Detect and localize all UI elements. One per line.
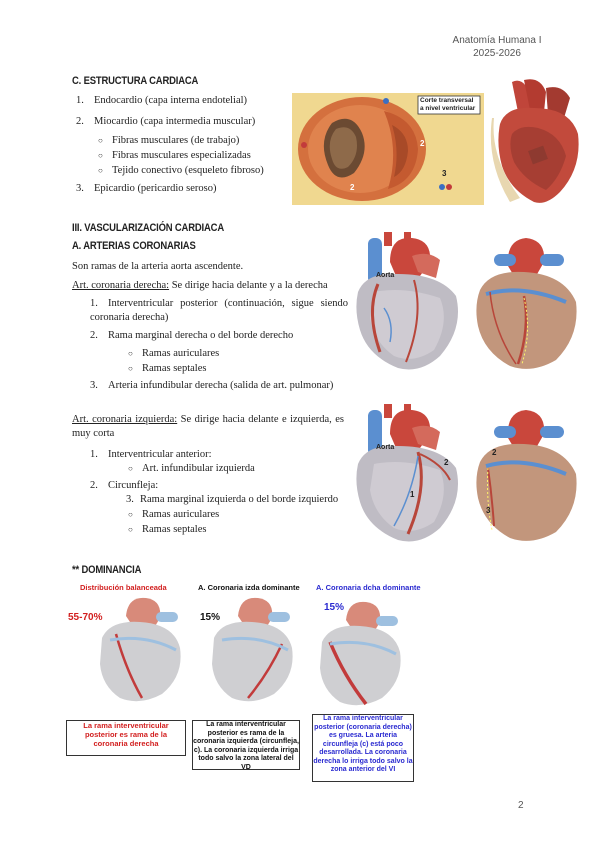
list-item: 1. Interventricular posterior (continuación, sigue siendo coronaria derecha): [90, 298, 348, 323]
list-item: 1. Interventricular anterior:: [90, 449, 212, 460]
panel-title: A. Coronaria izda dominante: [198, 583, 300, 592]
list-subitem: ○ Tejido conectivo (esqueleto fibroso): [98, 165, 264, 176]
figure-mark: 3: [442, 169, 447, 178]
panel-caption: La rama interventricular posterior (coronaria derecha) es gruesa. La arteria circunfleja (c) está poco desarrollada. La coronaria derecha lo irriga todo salvo la zona anterior del VI: [312, 714, 414, 782]
list-item: 2. Miocardio (capa intermedia muscular): [76, 116, 256, 127]
panel-caption: La rama interventricular posterior es rama de la coronaria derecha: [66, 720, 186, 756]
subsection-a-title: A. ARTERIAS CORONARIAS: [72, 240, 196, 252]
list-item: 3. Epicardio (pericardio seroso): [76, 183, 217, 194]
left-coronary-heading: Art. coronaria izquierda: Se dirige hacia delante e izquierda, es muy corta: [72, 414, 344, 439]
panel-percentage: 15%: [324, 602, 345, 613]
aorta-label: Aorta: [376, 272, 395, 279]
page-number: 2: [518, 800, 524, 811]
list-subitem: ○ Ramas septales: [128, 524, 207, 535]
dominance-panel-right-dominant: [306, 580, 424, 790]
right-coronary-anterior-figure: [354, 232, 464, 374]
header-year: 2025-2026: [473, 48, 521, 59]
running-header: [432, 34, 562, 60]
section-c-title: C. ESTRUCTURA CARDIACA: [72, 75, 199, 87]
heart-exterior-figure: [490, 78, 582, 208]
figure-mark: 3: [486, 506, 491, 515]
panel-title: Distribución balanceada: [80, 583, 167, 592]
intro-text: Son ramas de la arteria aorta ascendente.: [72, 261, 244, 272]
list-item: 3. Arteria infundibular derecha (salida de art. pulmonar): [90, 380, 334, 391]
list-subitem: ○ Fibras musculares (de trabajo): [98, 135, 240, 146]
list-subitem: ○ Ramas septales: [128, 363, 207, 374]
right-coronary-heading: Art. coronaria derecha: Se dirige hacia delante y a la derecha: [72, 280, 328, 291]
dominance-title: ** DOMINANCIA: [72, 564, 142, 576]
list-subitem: ○ Fibras musculares especializadas: [98, 150, 251, 161]
section-iii-title: III. VASCULARIZACIÓN CARDIACA: [72, 222, 224, 234]
right-coronary-posterior-figure: [470, 232, 582, 374]
list-subitem: ○ Ramas auriculares: [128, 348, 220, 359]
figure-mark: 2: [492, 448, 497, 457]
dominance-panel-balanced: [66, 580, 184, 760]
figure-mark: 2: [350, 183, 355, 192]
list-subitem: ○ Art. infundibular izquierda: [128, 463, 255, 474]
list-subitem: ○ Ramas auriculares: [128, 509, 220, 520]
ventricular-cross-section-figure: [292, 93, 484, 205]
left-coronary-anterior-figure: [354, 404, 464, 546]
dominance-panel-left-dominant: [186, 580, 304, 780]
figure-label: Corte transversal a nivel ventricular: [420, 97, 476, 112]
left-coronary-posterior-figure: [470, 404, 582, 546]
header-course: Anatomía Humana I: [452, 35, 542, 46]
list-item: 2. Rama marginal derecha o del borde derecho: [90, 330, 294, 341]
aorta-label: Aorta: [376, 444, 395, 451]
panel-percentage: 55-70%: [68, 612, 103, 623]
figure-mark: 2: [420, 139, 425, 148]
panel-caption: La rama interventricular posterior es rama de la coronaria izquierda (circunfleja, c). La coronaria izquierda irriga todo salvo la zona lateral del VD: [193, 721, 299, 771]
list-subitem: 3. Rama marginal izquierda o del borde izquierdo: [126, 494, 339, 505]
list-item: 2. Circunfleja:: [90, 480, 159, 491]
panel-title: A. Coronaria dcha dominante: [316, 583, 421, 592]
panel-percentage: 15%: [200, 612, 221, 623]
list-item: 1. Endocardio (capa interna endotelial): [76, 95, 248, 106]
figure-mark: 2: [444, 458, 449, 467]
figure-mark: 1: [410, 490, 415, 499]
